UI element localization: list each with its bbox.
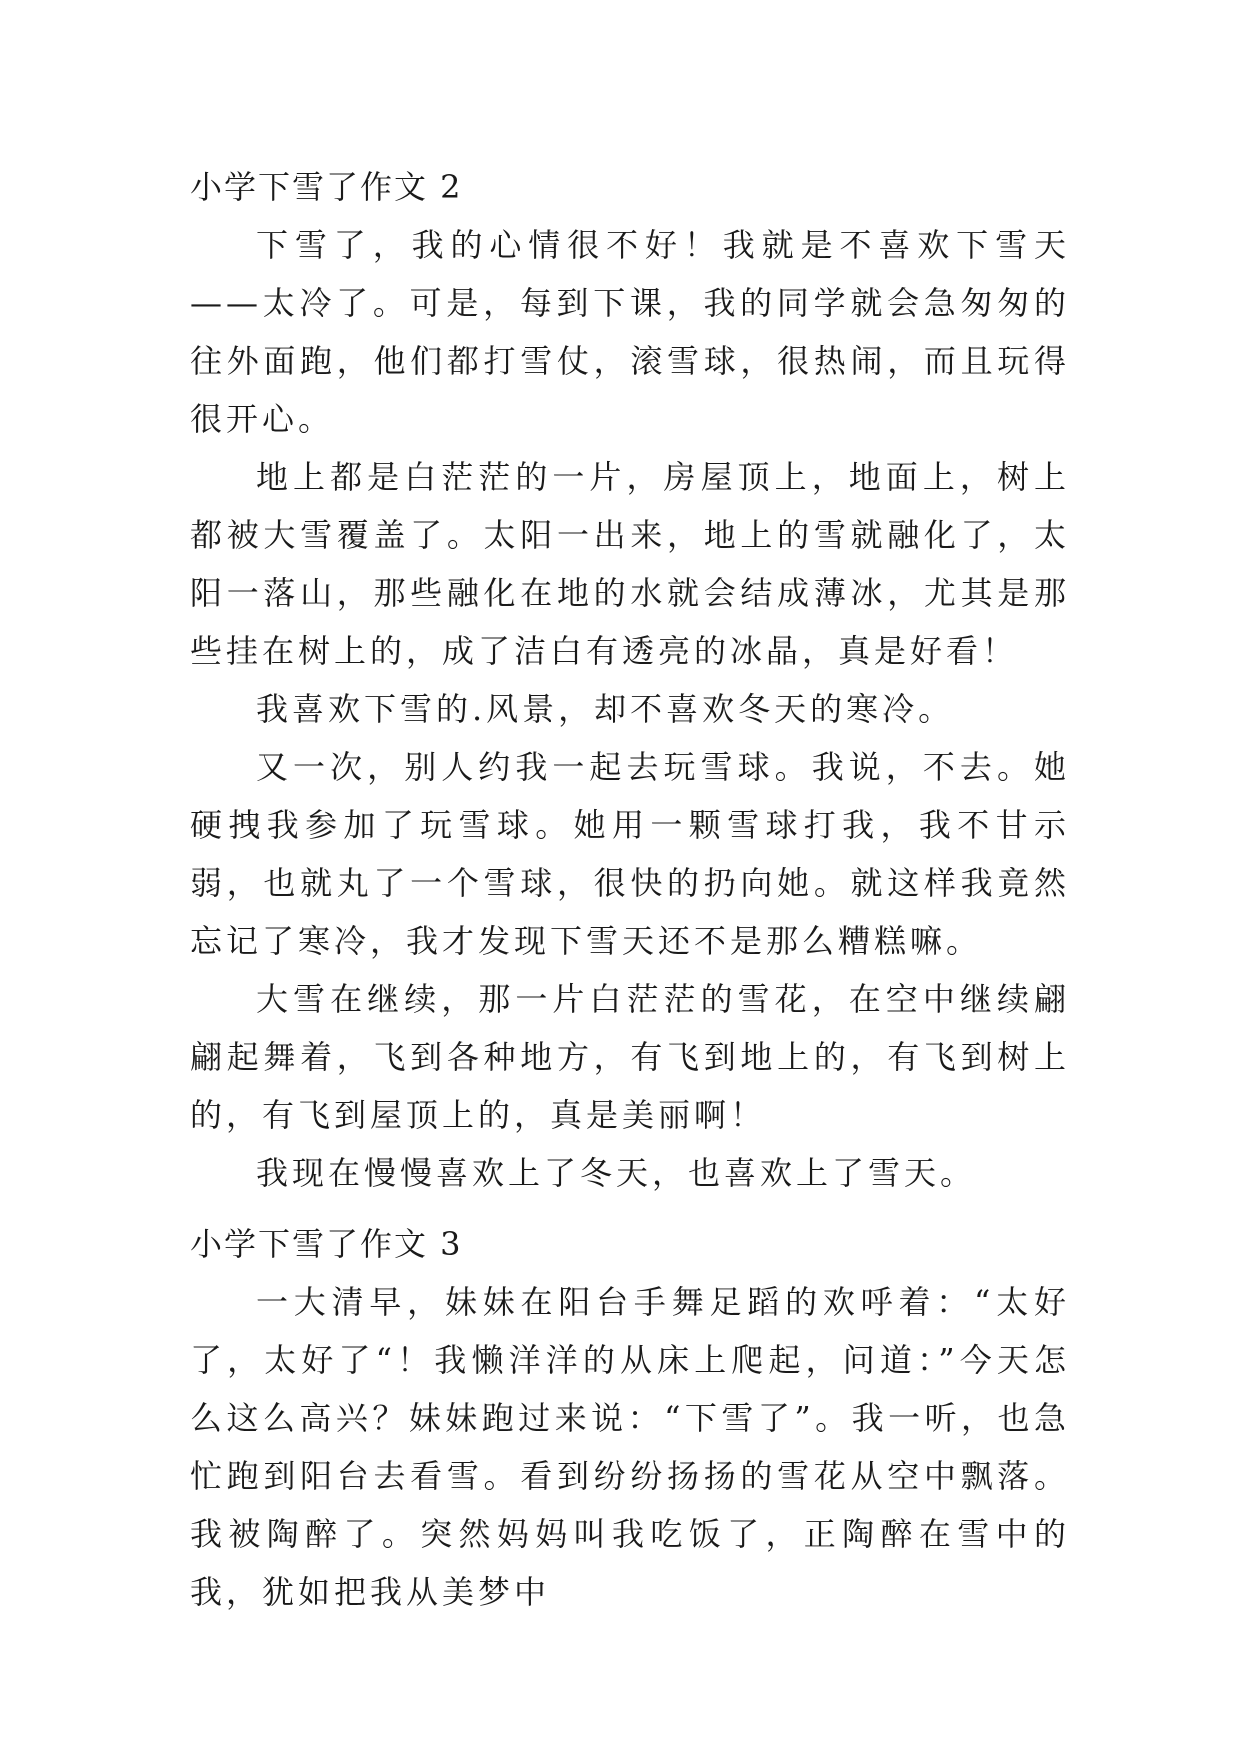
essay-paragraph: 我现在慢慢喜欢上了冬天，也喜欢上了雪天。: [256, 1154, 977, 1192]
essay-paragraph: 又一次，别人约我一起去玩雪球。我说，不去。她硬拽我参加了玩雪球。她用一颗雪球打我，我不甘示弱，也就丸了一个雪球，很快的扔向她。就这样我竟然忘记了寒冷，我才发现下雪天还不是那么糟糕嘛。: [190, 748, 1070, 960]
essay-paragraph: 一大清早，妹妹在阳台手舞足蹈的欢呼着：“太好了，太好了“！我懒洋洋的从床上爬起，问道：”今天怎么这么高兴？妹妹跑过来说：“下雪了”。我一听，也急忙跑到阳台去看雪。看到纷纷扬扬的雪花从空中飘落。我被陶醉了。突然妈妈叫我吃饭了，正陶醉在雪中的我，犹如把我从美梦中: [190, 1283, 1070, 1611]
essay-section: [190, 158, 1070, 1202]
essay-title: 小学下雪了作文 3: [190, 1225, 463, 1263]
essay-paragraph: 地上都是白茫茫的一片，房屋顶上，地面上，树上都被大雪覆盖了。太阳一出来，地上的雪就融化了，太阳一落山，那些融化在地的水就会结成薄冰，尤其是那些挂在树上的，成了洁白有透亮的冰晶，真是好看！: [190, 458, 1070, 670]
essay-paragraph: 大雪在继续，那一片白茫茫的雪花，在空中继续翩翩起舞着，飞到各种地方，有飞到地上的，有飞到树上的，有飞到屋顶上的，真是美丽啊！: [190, 980, 1070, 1134]
essay-paragraph: 我喜欢下雪的.风景，却不喜欢冬天的寒冷。: [256, 690, 955, 728]
essay-section: [190, 1215, 1070, 1621]
essay-title: 小学下雪了作文 2: [190, 168, 463, 206]
essay-paragraph: 下雪了，我的心情很不好！我就是不喜欢下雪天——太冷了。可是，每到下课，我的同学就会急匆匆的往外面跑，他们都打雪仗，滚雪球，很热闹，而且玩得很开心。: [190, 226, 1070, 438]
